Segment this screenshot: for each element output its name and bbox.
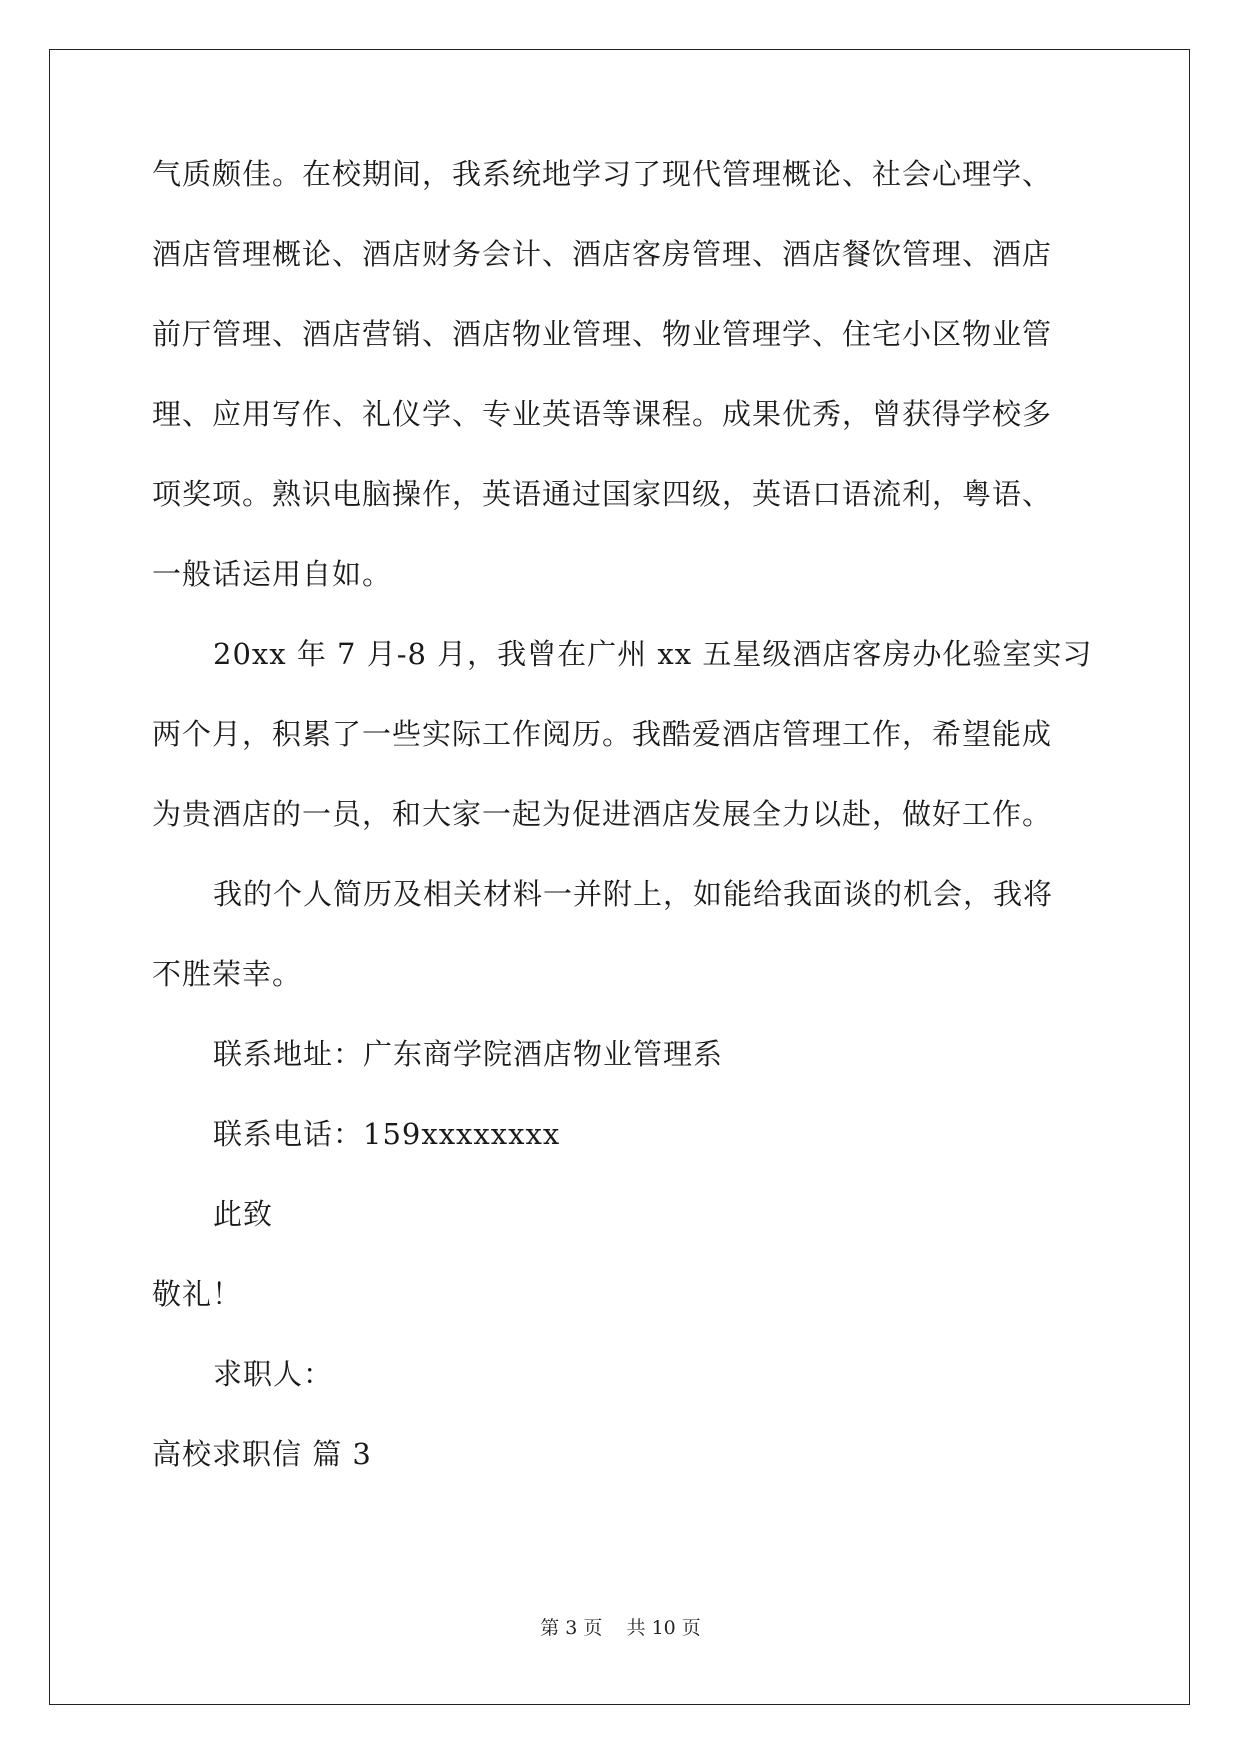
paragraph-attachment-line-2: 不胜荣幸。 xyxy=(152,957,303,991)
paragraph-attachment-line-1: 我的个人简历及相关材料一并附上，如能给我面谈的机会，我将 xyxy=(213,877,1054,911)
body-line-4: 理、应用写作、礼仪学、专业英语等课程。成果优秀，曾获得学校多 xyxy=(152,397,1053,431)
page-footer: 第 3 页 共 10 页 xyxy=(540,1617,701,1639)
body-line-5: 项奖项。熟识电脑操作，英语通过国家四级，英语口语流利，粤语、 xyxy=(152,477,1053,511)
paragraph-internship-line-2: 两个月，积累了一些实际工作阅历。我酷爱酒店管理工作，希望能成 xyxy=(152,717,1053,751)
section-heading: 高校求职信 篇 3 xyxy=(152,1437,372,1471)
contact-address: 联系地址：广东商学院酒店物业管理系 xyxy=(213,1037,724,1071)
signature-applicant: 求职人： xyxy=(213,1357,334,1391)
body-line-6: 一般话运用自如。 xyxy=(152,557,393,591)
contact-phone: 联系电话：159xxxxxxxx xyxy=(213,1117,561,1151)
closing-jingli: 敬礼！ xyxy=(152,1277,243,1311)
body-line-1: 气质颇佳。在校期间，我系统地学习了现代管理概论、社会心理学、 xyxy=(152,157,1053,191)
body-line-2: 酒店管理概论、酒店财务会计、酒店客房管理、酒店餐饮管理、酒店 xyxy=(152,237,1053,271)
paragraph-internship-line-3: 为贵酒店的一员，和大家一起为促进酒店发展全力以赴，做好工作。 xyxy=(152,797,1053,831)
paragraph-internship-line-1: 20xx 年 7 月-8 月，我曾在广州 xx 五星级酒店客房办化验室实习 xyxy=(213,637,1093,671)
body-line-3: 前厅管理、酒店营销、酒店物业管理、物业管理学、住宅小区物业管 xyxy=(152,317,1053,351)
closing-cizhi: 此致 xyxy=(213,1197,274,1231)
